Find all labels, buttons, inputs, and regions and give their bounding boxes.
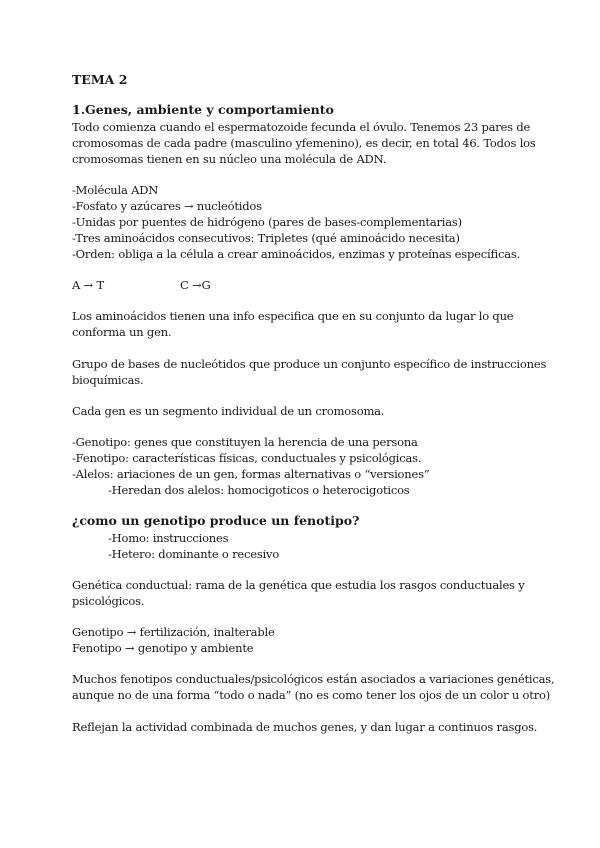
nucleotide-para-line-2: bioquímicas. <box>72 373 144 387</box>
section-heading-genes: 1.Genes, ambiente y comportamiento <box>72 102 334 117</box>
genetica-conductual-line-2: psicológicos. <box>72 594 145 608</box>
dna-list-item-1: -Molécula ADN <box>72 183 159 197</box>
gene-segment-para: Cada gen es un segmento individual de un cromosoma. <box>72 404 385 418</box>
dna-list-item-4: -Tres aminoácidos consecutivos: Tripletes (qué aminoácido necesita) <box>72 231 460 245</box>
term-alelos-sub: -Heredan dos alelos: homocigoticos o heterocigoticos <box>108 483 410 497</box>
intro-line-3: cromosomas tienen en su núcleo una molécula de ADN. <box>72 152 387 166</box>
reflejan-para: Reflejan la actividad combinada de muchos genes, y dan lugar a continuos rasgos. <box>72 720 538 734</box>
fenotipos-para-line-2: aunque no de una forma “todo o nada” (no es como tener los ojos de un color u otro) <box>72 688 551 702</box>
base-pair-a-t: A → T <box>72 278 104 292</box>
term-alelos: -Alelos: ariaciones de un gen, formas alternativas o “versiones” <box>72 467 430 481</box>
dna-list-item-3: -Unidas por puentes de hidrógeno (pares de bases-complementarias) <box>72 215 462 229</box>
arrow-fenotipo: Fenotipo → genotipo y ambiente <box>72 641 254 655</box>
arrow-genotipo: Genotipo → fertilización, inalterable <box>72 625 275 639</box>
page-title: TEMA 2 <box>72 72 128 87</box>
base-pair-c-g: C →G <box>180 278 211 292</box>
aminoacid-para-line-2: conforma un gen. <box>72 325 172 339</box>
aminoacid-para-line-1: Los aminoácidos tienen una info especifica que en su conjunto da lugar lo que <box>72 309 514 323</box>
intro-line-2: cromosomas de cada padre (masculino yfemenino), es decir, en total 46. Todos los <box>72 136 536 150</box>
dna-list-item-5: -Orden: obliga a la célula a crear aminoácidos, enzimas y proteínas específicas. <box>72 247 521 261</box>
term-fenotipo: -Fenotipo: características físicas, conductuales y psicológicas. <box>72 451 422 465</box>
dna-list-item-2: -Fosfato y azúcares → nucleótidos <box>72 199 262 213</box>
intro-line-1: Todo comienza cuando el espermatozoide fecunda el óvulo. Tenemos 23 pares de <box>72 120 531 134</box>
sub-homo: -Homo: instrucciones <box>108 531 229 545</box>
nucleotide-para-line-1: Grupo de bases de nucleótidos que produce un conjunto específico de instrucciones <box>72 357 547 371</box>
section-heading-genotipo: ¿como un genotipo produce un fenotipo? <box>72 513 360 528</box>
sub-hetero: -Hetero: dominante o recesivo <box>108 547 280 561</box>
fenotipos-para-line-1: Muchos fenotipos conductuales/psicológicos están asociados a variaciones genéticas, <box>72 672 555 686</box>
genetica-conductual-line-1: Genética conductual: rama de la genética que estudia los rasgos conductuales y <box>72 578 525 592</box>
term-genotipo: -Genotipo: genes que constituyen la herencia de una persona <box>72 435 418 449</box>
